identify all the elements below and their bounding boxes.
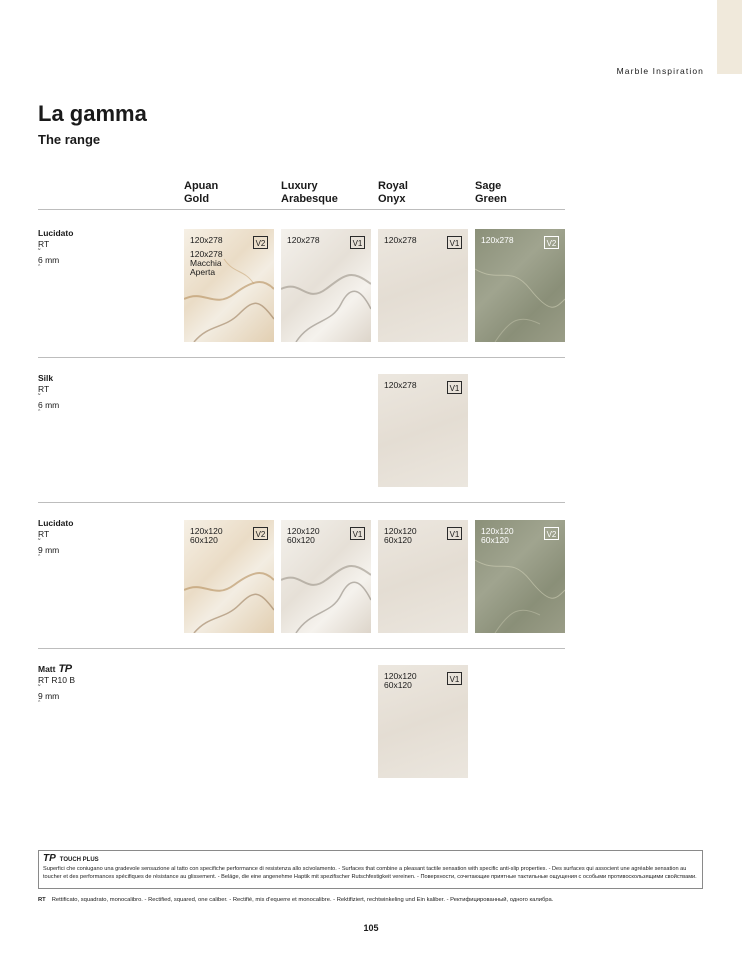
variation-badge: V2 bbox=[544, 527, 559, 540]
column-header-sage-green: Sage Green bbox=[475, 180, 507, 205]
touch-plus-note: TP TOUCH PLUS Superfici che coniugano una gradevole sensazione al tatto con specifiche performance di resistenza allo scivolamento. - Surfaces that combine a pleasant tactile sensation with specific anti-slip properties. - Des surfaces qui associent une agréable sensation au toucher et des performances spécifiques de résistance au glissement. - Beläge, die eine angenehme Haptik mit spezifischer Rutschfestigkeit vereinen. - Поверхности, сочетающие приятные тактильные ощущения с особыми противоскользящими свойствами. bbox=[38, 850, 703, 889]
row-divider bbox=[38, 502, 565, 503]
variation-badge: V1 bbox=[350, 236, 365, 249]
variation-badge: V1 bbox=[447, 527, 462, 540]
row-label-lucidato-6mm: Lucidato RT ˜ 6 mm ˆ bbox=[38, 228, 74, 272]
tile-sage-green-lucidato-9mm: 120x120 60x120 V2 bbox=[475, 520, 565, 633]
page-subtitle: The range bbox=[38, 132, 101, 147]
row-label-matt-tp-9mm: Matt TP RT R10 B ˜ 9 mm ˆ bbox=[38, 663, 76, 708]
touch-plus-mark: TP bbox=[58, 663, 72, 675]
row-label-lucidato-9mm: Lucidato RT ˜ 9 mm ˆ bbox=[38, 518, 74, 562]
variation-badge: V1 bbox=[447, 672, 462, 685]
column-header-luxury-arabesque: Luxury Arabesque bbox=[281, 180, 338, 205]
column-header-apuan-gold: Apuan Gold bbox=[184, 180, 219, 205]
tile-royal-onyx-lucidato-6mm: 120x278 V1 bbox=[378, 229, 468, 342]
rt-note: RT Rettificato, squadrato, monocalibro. - Rectified, squared, one caliber. - Rectifié, mis d'equerre et monocalibre. - Rektifiziert, rechtwinkeling und Ein kaliber. - Ректифицированный, одного калибра. bbox=[38, 897, 554, 903]
column-header-royal-onyx: Royal Onyx bbox=[378, 180, 408, 205]
variation-badge: V2 bbox=[253, 527, 268, 540]
corner-tab bbox=[717, 0, 742, 74]
tile-apuan-gold-lucidato-6mm: 120x278 120x278 Macchia Aperta V2 bbox=[184, 229, 274, 342]
tile-luxury-arabesque-lucidato-9mm: 120x120 60x120 V1 bbox=[281, 520, 371, 633]
tile-luxury-arabesque-lucidato-6mm: 120x278 V1 bbox=[281, 229, 371, 342]
header-divider bbox=[38, 209, 565, 210]
tile-royal-onyx-lucidato-9mm: 120x120 60x120 V1 bbox=[378, 520, 468, 633]
variation-badge: V2 bbox=[253, 236, 268, 249]
row-divider bbox=[38, 357, 565, 358]
variation-badge: V1 bbox=[447, 236, 462, 249]
touch-plus-logo: TP bbox=[43, 853, 56, 864]
row-label-silk-6mm: Silk RT ˜ 6 mm ˆ bbox=[38, 373, 60, 417]
page-title: La gamma bbox=[38, 101, 147, 126]
variation-badge: V2 bbox=[544, 236, 559, 249]
tile-royal-onyx-matt-9mm: 120x120 60x120 V1 bbox=[378, 665, 468, 778]
tile-apuan-gold-lucidato-9mm: 120x120 60x120 V2 bbox=[184, 520, 274, 633]
tile-sage-green-lucidato-6mm: 120x278 V2 bbox=[475, 229, 565, 342]
variation-badge: V1 bbox=[350, 527, 365, 540]
page-number: 105 bbox=[363, 923, 379, 933]
row-divider bbox=[38, 648, 565, 649]
variation-badge: V1 bbox=[447, 381, 462, 394]
tile-royal-onyx-silk-6mm: 120x278 V1 bbox=[378, 374, 468, 487]
section-label: Marble Inspiration bbox=[616, 66, 704, 76]
